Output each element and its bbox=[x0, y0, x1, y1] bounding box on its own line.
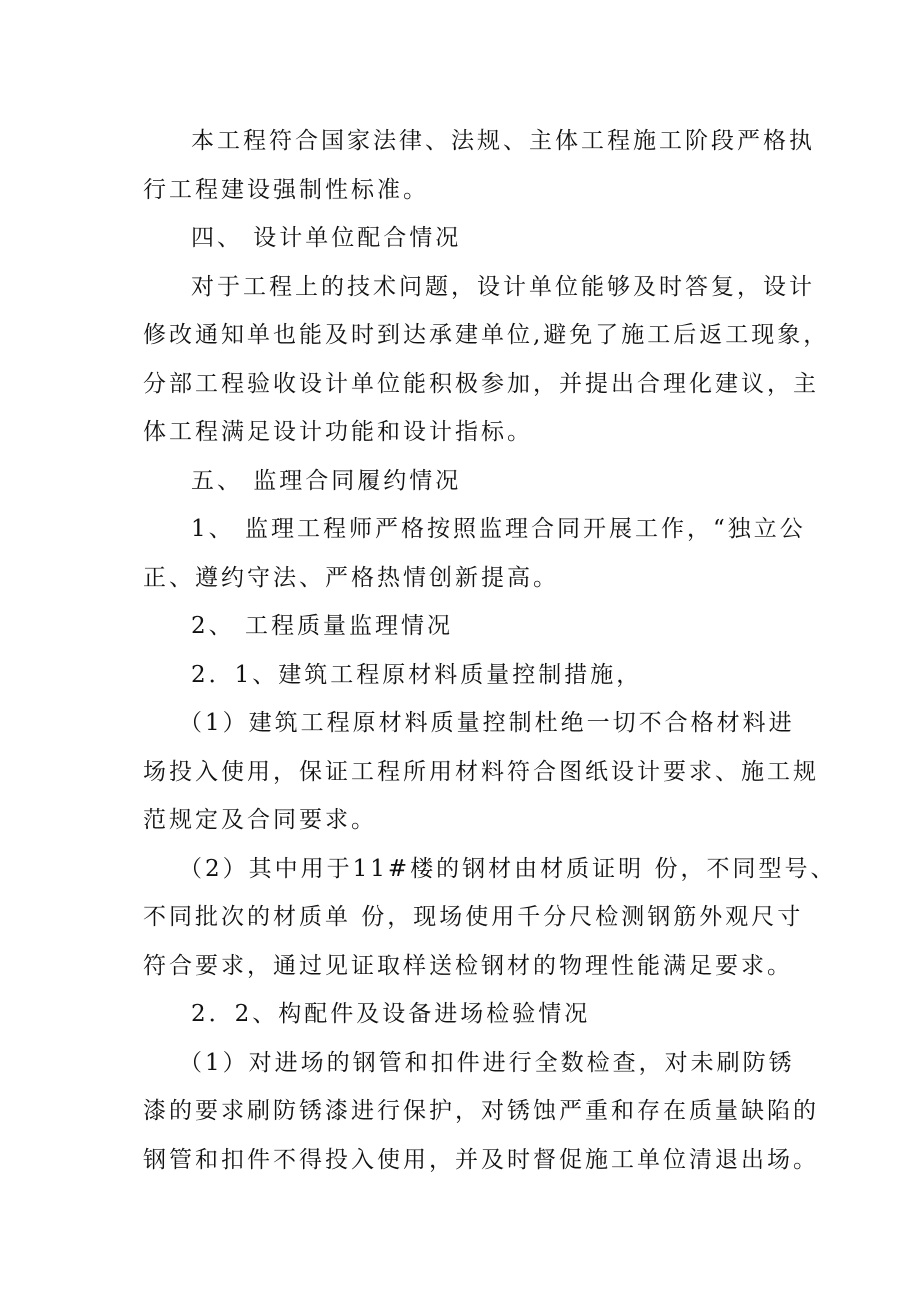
paragraph-line: 不同批次的材质单 份，现场使用千分尺检测钢筋外观尺寸 bbox=[143, 904, 804, 930]
paragraph-line: 修改通知单也能及时到达承建单位,避免了施工后返工现象， bbox=[143, 322, 830, 348]
section-heading: 四、 设计单位配合情况 bbox=[191, 225, 462, 251]
paragraph-line: 对于工程上的技术问题，设计单位能够及时答复，设计 bbox=[191, 273, 815, 300]
paragraph-line: （1）建筑工程原材料质量控制杜绝一切不合格材料进 bbox=[179, 710, 795, 736]
paragraph-line: 行工程建设强制性标准。 bbox=[143, 176, 429, 203]
paragraph-line: 体工程满足设计功能和设计指标。 bbox=[143, 419, 533, 445]
paragraph-line: 分部工程验收设计单位能积极参加，并提出合理化建议，主 bbox=[143, 370, 819, 397]
subsection-heading: 2、 工程质量监理情况 bbox=[191, 613, 453, 639]
paragraph-line: 本工程符合国家法律、法规、主体工程施工阶段严格执 bbox=[191, 128, 815, 154]
paragraph-line: 场投入使用，保证工程所用材料符合图纸设计要求、施工规 bbox=[143, 758, 819, 785]
body-text bbox=[143, 117, 837, 1184]
paragraph-line: 漆的要求刷防锈漆进行保护，对锈蚀严重和存在质量缺陷的 bbox=[143, 1098, 819, 1124]
paragraph-line: 1、 监理工程师严格按照监理合同开展工作，“独立公 bbox=[191, 516, 806, 542]
paragraph-line: 符合要求，通过见证取样送检钢材的物理性能满足要求。 bbox=[143, 952, 793, 979]
subsection-heading: 2．1、建筑工程原材料质量控制措施， bbox=[191, 661, 643, 688]
paragraph-line: 正、遵约守法、严格热情创新提高。 bbox=[143, 564, 559, 591]
section-heading: 五、 监理合同履约情况 bbox=[191, 467, 462, 494]
paragraph-line: 范规定及合同要求。 bbox=[143, 807, 377, 833]
paragraph-line: 钢管和扣件不得投入使用，并及时督促施工单位清退出场。 bbox=[143, 1146, 819, 1173]
subsection-heading: 2．2、构配件及设备进场检验情况 bbox=[191, 1001, 591, 1027]
paragraph-line: （2）其中用于11#楼的钢材由材质证明 份，不同型号、 bbox=[179, 855, 837, 882]
paragraph-line: （1）对进场的钢管和扣件进行全数检查，对未刷防锈 bbox=[179, 1049, 795, 1076]
